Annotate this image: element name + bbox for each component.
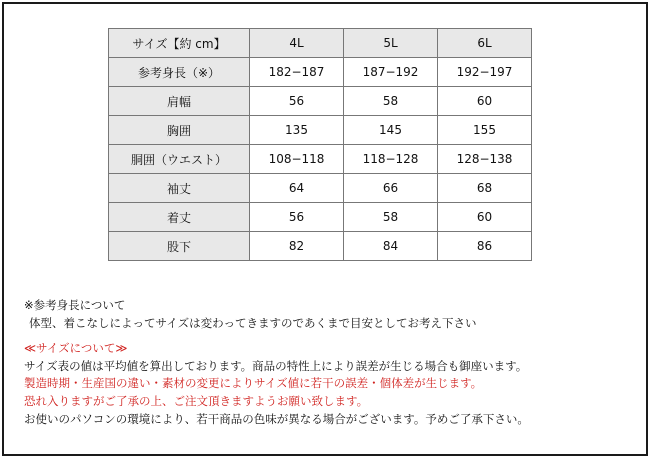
table-row-reference-height xyxy=(109,58,532,87)
size-note-line-2: 製造時期・生産国の違い・素材の変更によりサイズ値に若干の誤差・個体差が生じます。 xyxy=(24,376,483,391)
notes-section xyxy=(24,297,529,428)
table-cell: 58 xyxy=(344,203,438,232)
table-cell: 182−187 xyxy=(250,58,344,87)
size-note-title: ≪サイズについて≫ xyxy=(24,341,128,356)
table-cell: 60 xyxy=(438,203,532,232)
table-cell: 187−192 xyxy=(344,58,438,87)
table-cell: 68 xyxy=(438,174,532,203)
table-row-waist xyxy=(109,145,532,174)
table-cell: 56 xyxy=(250,203,344,232)
table-cell: 155 xyxy=(438,116,532,145)
table-row-inseam xyxy=(109,232,532,261)
table-cell: 60 xyxy=(438,87,532,116)
row-label: 肩幅 xyxy=(109,87,250,116)
table-cell: 145 xyxy=(344,116,438,145)
row-label: 胴囲（ウエスト） xyxy=(109,145,250,174)
row-label: 袖丈 xyxy=(109,174,250,203)
table-cell: 64 xyxy=(250,174,344,203)
table-row-sleeve-length xyxy=(109,174,532,203)
table-header-row xyxy=(109,29,532,58)
table-cell: 135 xyxy=(250,116,344,145)
header-cell-4l: 4L xyxy=(250,29,344,58)
size-note-line-3: 恐れ入りますがご了承の上、ご注文頂きますようお願い致します。 xyxy=(24,393,369,408)
table-cell: 56 xyxy=(250,87,344,116)
table-cell: 82 xyxy=(250,232,344,261)
row-label: 着丈 xyxy=(109,203,250,232)
table-row-chest xyxy=(109,116,532,145)
header-cell-5l: 5L xyxy=(344,29,438,58)
table-cell: 58 xyxy=(344,87,438,116)
size-note-line-4: お使いのパソコンの環境により、若干商品の色味が異なる場合がございます。予めご了承下さい。 xyxy=(24,411,529,426)
row-label: 股下 xyxy=(109,232,250,261)
table-row-shoulder-width xyxy=(109,87,532,116)
height-note-text: 体型、着こなしによってサイズは変わってきますのであくまで目安としてお考え下さい xyxy=(29,315,477,330)
header-cell-6l: 6L xyxy=(438,29,532,58)
table-cell: 84 xyxy=(344,232,438,261)
table-cell: 118−128 xyxy=(344,145,438,174)
table-cell: 128−138 xyxy=(438,145,532,174)
size-table xyxy=(108,28,532,261)
table-cell: 66 xyxy=(344,174,438,203)
table-cell: 192−197 xyxy=(438,58,532,87)
header-cell-size-unit: サイズ【約 cm】 xyxy=(109,29,250,58)
row-label: 参考身長（※） xyxy=(109,58,250,87)
table-cell: 86 xyxy=(438,232,532,261)
table-cell: 108−118 xyxy=(250,145,344,174)
table-row-body-length xyxy=(109,203,532,232)
size-note-line-1: サイズ表の値は平均値を算出しております。商品の特性上により誤差が生じる場合も御座います。 xyxy=(24,358,528,373)
row-label: 胸囲 xyxy=(109,116,250,145)
height-note-title: ※参考身長について xyxy=(24,298,126,312)
